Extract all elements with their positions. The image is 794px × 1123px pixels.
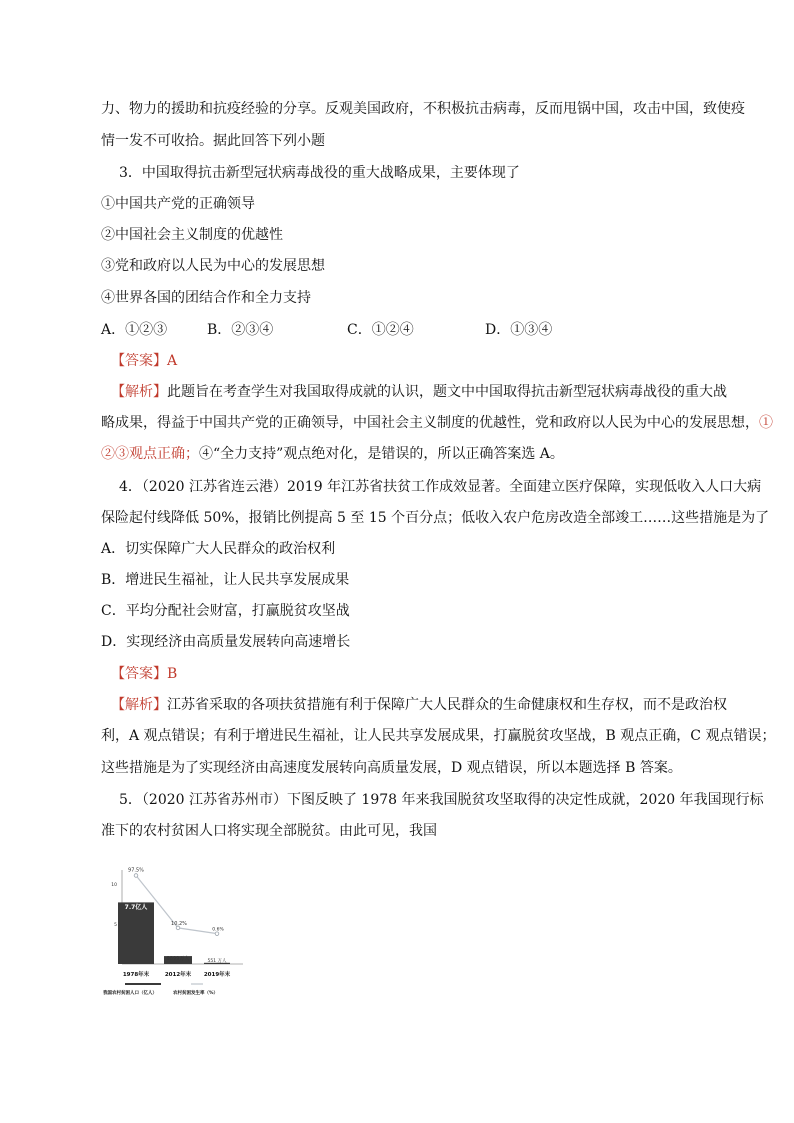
q3-answer-value: A [167,353,178,369]
intro-line-1: 力、物力的援助和抗疫经验的分享。反观美国政府，不积极抗击病毒，反而甩锅中国，攻击中国，致使疫 [101,101,745,117]
q4-analysis-text-1: 江苏省采取的各项扶贫措施有利于保障广大人民群众的生命健康权和生存权，而不是政治权 [167,697,727,713]
q4-analysis-tag: 【解析】 [111,697,167,713]
q4-answer-value: B [167,666,178,682]
rate-data-label: 0.6% [212,927,224,933]
q3-analysis-text-2a: 略成果，得益于中国共产党的正确领导，中国社会主义制度的优越性，党和政府以人民为中心的发展思想， [101,415,759,431]
q3-item-3: ③党和政府以人民为中心的发展思想 [101,258,325,274]
q3-stem: 3．中国取得抗击新型冠状病毒战役的重大战略成果，主要体现了 [119,165,520,181]
q4-analysis-2: 利，A 观点错误；有利于增进民生福祉，让人民共享发展成果，打赢脱贫攻坚战，B 观点正确，C 观点错误； [101,728,776,744]
q3-analysis-3 [101,444,564,464]
q3-options [101,320,552,340]
q4-answer-tag: 【答案】 [111,666,167,682]
q4-analysis-1 [111,695,727,715]
q3-analysis-text-1: 此题旨在考查学生对我国取得成就的认识，题文中中国取得抗击新型冠状病毒战役的重大战 [167,384,727,400]
intro-line-2: 情一发不可收拾。据此回答下列小题 [101,133,325,149]
bar-data-label: 9899万人 [166,956,190,962]
q4-analysis-3: 这些措施是为了实现经济由高速度发展转向高质量发展，D 观点错误，所以本题选择 B 答案。 [101,760,682,776]
q4-option-b: B．增进民生福祉，让人民共享发展成果 [101,572,350,588]
y-tick-label: 5 [114,923,117,928]
x-category-label: 2012年末 [164,972,192,978]
q3-analysis-tag: 【解析】 [111,384,167,400]
poverty-chart [103,850,253,1000]
y-tick-label: 10 [111,883,117,888]
x-category-label: 2019年末 [203,972,231,978]
q3-option-b: B．②③④ [207,322,274,338]
rate-data-label: 97.5% [128,867,144,874]
q3-analysis-2 [101,413,773,433]
q4-stem-1: 4．（2020 江苏省连云港）2019 年江苏省扶贫工作成效显著。全面建立医疗保障，实现低收入人口大病 [119,479,762,495]
q5-stem-1: 5．（2020 江苏省苏州市）下图反映了 1978 年来我国脱贫攻坚取得的决定性成就，2020 年我国现行标 [119,792,764,808]
q3-item-2: ②中国社会主义制度的优越性 [101,227,283,243]
q5-stem-2: 准下的农村贫困人口将实现全部脱贫。由此可见，我国 [101,823,437,839]
q3-answer [111,351,177,371]
q4-answer [111,664,177,684]
legend-bar-label: 我国农村贫困人口（亿人） [103,991,157,996]
bar-data-label: 551 万人 [207,959,227,964]
q3-answer-tag: 【答案】 [111,353,167,369]
x-category-label: 1978年末 [122,972,150,978]
q3-item-4: ④世界各国的团结合作和全力支持 [101,290,311,306]
q4-option-d: D．实现经济由高质量发展转向高速增长 [101,634,351,650]
q3-analysis-1 [111,382,727,402]
q4-option-c: C．平均分配社会财富，打赢脱贫攻坚战 [101,603,350,619]
q3-option-c: C．①②④ [347,322,414,338]
q3-option-d: D．①③④ [485,322,553,338]
legend-line-label: 农村贫困发生率（%） [173,991,219,996]
q3-analysis-text-3a: ②③观点正确； [101,446,199,462]
q3-option-a: A．①②③ [101,322,168,338]
bar [118,902,154,964]
q4-option-a: A．切实保障广大人民群众的政治权利 [101,541,336,557]
q4-stem-2: 保险起付线降低 50%，报销比例提高 5 至 15 个百分点；低收入农户危房改造全部竣工……这些措施是为了 [101,510,770,526]
q3-analysis-text-3b: ④“全力支持”观点绝对化，是错误的，所以正确答案选 A。 [199,446,564,462]
q3-item-1: ①中国共产党的正确领导 [101,196,255,212]
legend-bar-swatch [125,983,161,985]
rate-point [134,874,138,878]
rate-data-label: 10.2% [171,920,187,927]
bar-data-label: 7.7亿人 [124,904,148,911]
q3-analysis-text-2b: ① [759,415,773,431]
